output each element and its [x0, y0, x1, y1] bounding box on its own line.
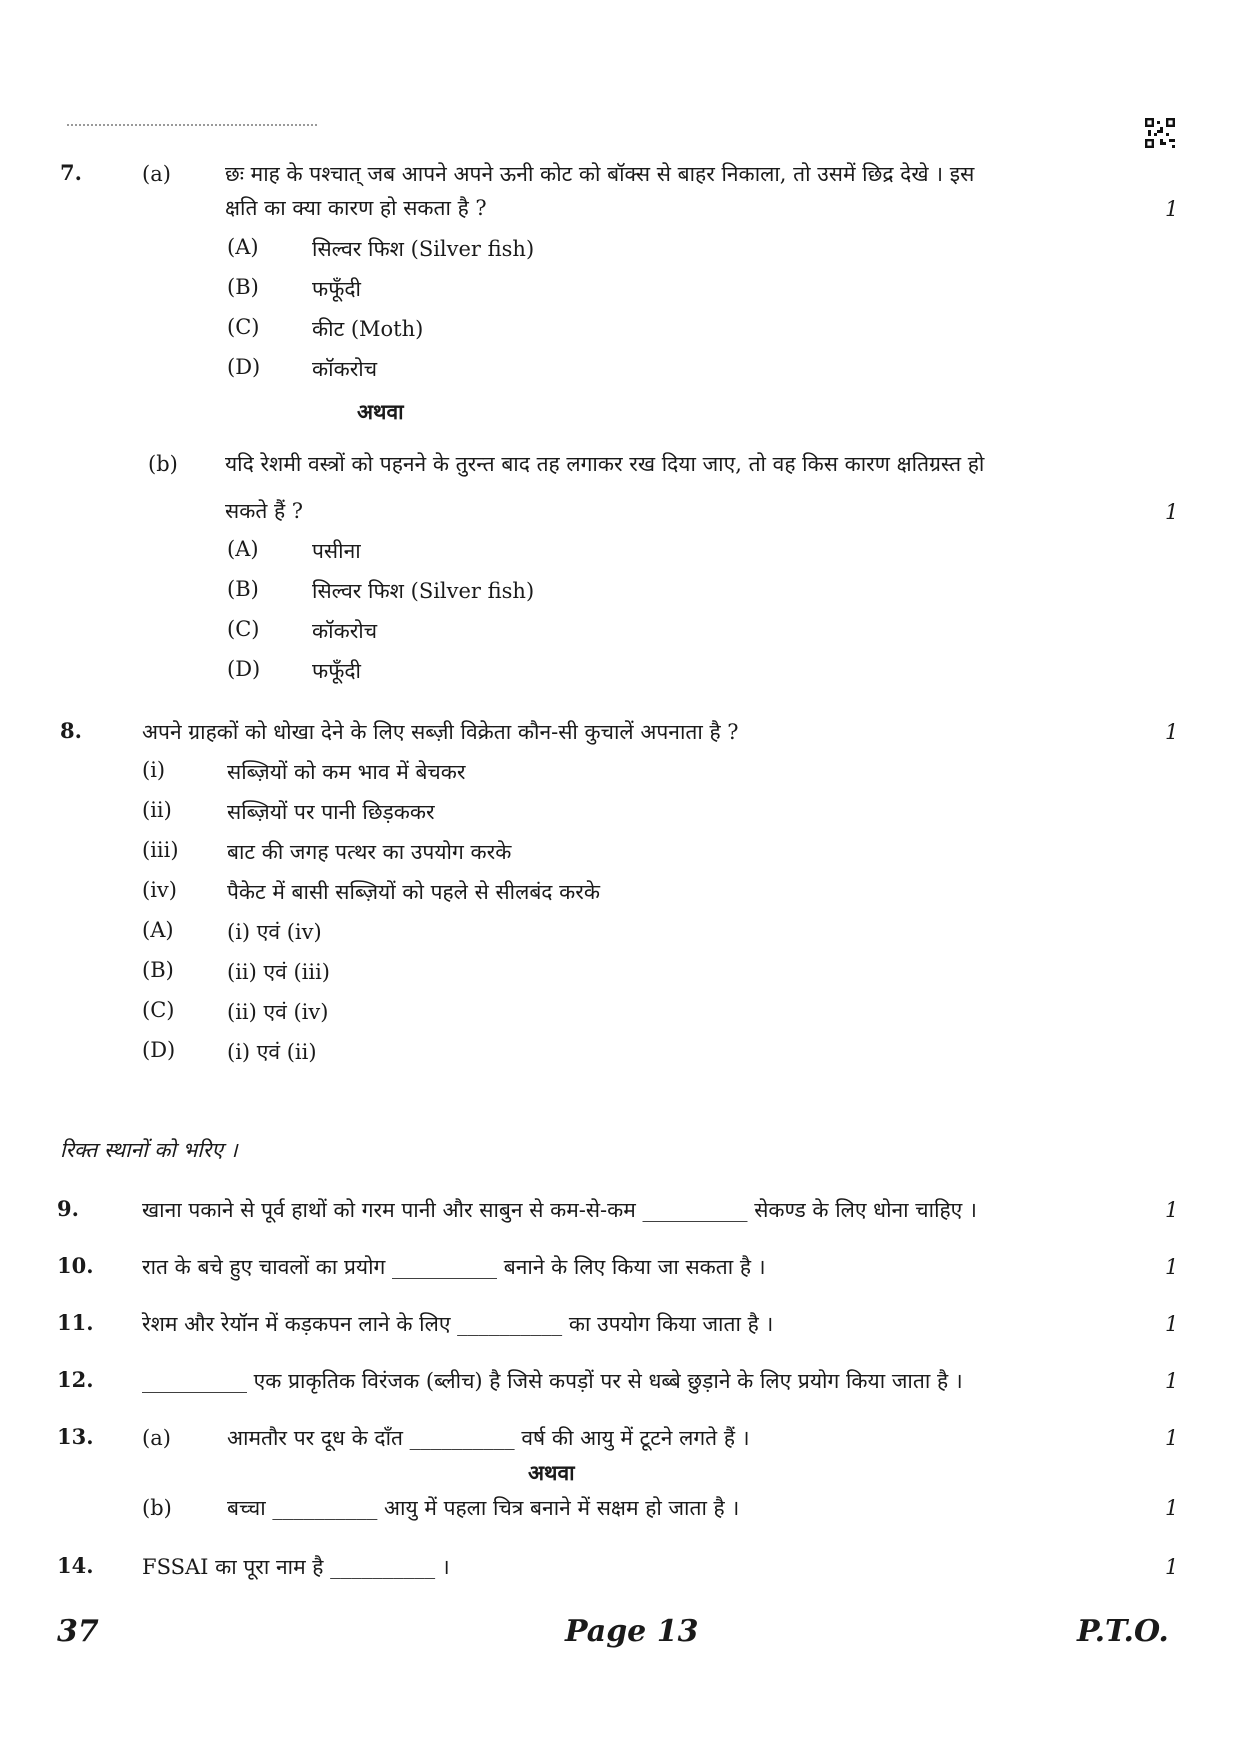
q7-or-separator: अथवा [357, 399, 404, 424]
q8-option-text: (i) एवं (ii) [227, 1040, 317, 1064]
q7a-option-label: (D) [227, 355, 261, 379]
q7a-text-line1: छः माह के पश्चात् जब आपने अपने ऊनी कोट को बॉक्स से बाहर निकाला, तो उसमें छिद्र देखे । इस [225, 162, 975, 186]
q8-statement-text: पैकेट में बासी सब्ज़ियों को पहले से सीलबंद करके [227, 880, 600, 904]
q13-number: 13. [57, 1424, 94, 1449]
q7a-option-text: कीट (Moth) [312, 317, 424, 341]
q8-statement-label: (iv) [142, 878, 177, 902]
footer-page-number: Page 13 [565, 1614, 699, 1649]
qr-code-icon [1145, 118, 1175, 148]
q8-mark: 1 [1165, 720, 1179, 744]
q8-statement-label: (ii) [142, 798, 172, 822]
q14-number: 14. [57, 1553, 94, 1578]
q13a-label: (a) [142, 1426, 171, 1450]
q7a-option-text: सिल्वर फिश (Silver fish) [312, 237, 535, 261]
q8-option-text: (ii) एवं (iii) [227, 960, 330, 984]
q13a-text: आमतौर पर दूध के दाँत __________ वर्ष की आयु में टूटने लगते हैं । [227, 1426, 750, 1450]
q8-text: अपने ग्राहकों को धोखा देने के लिए सब्ज़ी विक्रेता कौन-सी कुचालें अपनाता है ? [142, 720, 739, 744]
q7b-option-label: (D) [227, 657, 261, 681]
q7a-option-text: कॉकरोच [312, 357, 378, 381]
q8-option-label: (A) [142, 918, 174, 942]
q14-text: FSSAI का पूरा नाम है __________ । [142, 1555, 450, 1579]
q8-statement-text: सब्ज़ियों को कम भाव में बेचकर [227, 760, 466, 784]
q-mark: 1 [1165, 1369, 1179, 1393]
q7a-option-label: (B) [227, 275, 259, 299]
q13b-text: बच्चा __________ आयु में पहला चित्र बनाने में सक्षम हो जाता है । [227, 1496, 740, 1520]
q8-option-text: (ii) एवं (iv) [227, 1000, 329, 1024]
q13b-label: (b) [142, 1496, 172, 1520]
q7b-option-label: (B) [227, 577, 259, 601]
q8-option-text: (i) एवं (iv) [227, 920, 322, 944]
q8-number: 8. [60, 718, 82, 743]
footer-pto: P.T.O. [1077, 1614, 1169, 1649]
q7a-option-text: फफूँदी [312, 277, 361, 301]
q7b-mark: 1 [1165, 500, 1179, 524]
q-text: रेशम और रेयॉन में कड़कपन लाने के लिए __________ का उपयोग किया जाता है । [142, 1312, 774, 1336]
q7b-option-text: फफूँदी [312, 659, 361, 683]
q7b-text-line1: यदि रेशमी वस्त्रों को पहनने के तुरन्त बाद तह लगाकर रख दिया जाए, तो वह किस कारण क्षतिग्रस्त हो [225, 452, 985, 476]
q7a-option-label: (C) [227, 315, 260, 339]
q7b-text-line2: सकते हैं ? [225, 499, 304, 523]
q-number: 9. [57, 1196, 79, 1221]
q-mark: 1 [1165, 1198, 1179, 1222]
q7b-option-text: कॉकरोच [312, 619, 378, 643]
q8-statement-text: सब्ज़ियों पर पानी छिड़ककर [227, 800, 435, 824]
q7a-text-line2: क्षति का क्या कारण हो सकता है ? [225, 196, 487, 220]
q7b-option-label: (A) [227, 537, 259, 561]
q-number: 10. [57, 1253, 94, 1278]
q8-option-label: (D) [142, 1038, 176, 1062]
q13b-mark: 1 [1165, 1496, 1179, 1520]
q7b-option-label: (C) [227, 617, 260, 641]
q13-or-separator: अथवा [528, 1460, 575, 1485]
q7a-mark: 1 [1165, 197, 1179, 221]
q7a-label: (a) [142, 162, 171, 186]
q8-option-label: (B) [142, 958, 174, 982]
section-instruction: रिक्त स्थानों को भरिए । [60, 1138, 238, 1162]
q7b-option-text: पसीना [312, 539, 361, 563]
q7a-option-label: (A) [227, 235, 259, 259]
q-number: 12. [57, 1367, 94, 1392]
q8-statement-label: (i) [142, 758, 166, 782]
header-dotted-line [67, 124, 317, 126]
q7b-label: (b) [148, 452, 178, 476]
q8-statement-text: बाट की जगह पत्थर का उपयोग करके [227, 840, 512, 864]
q-mark: 1 [1165, 1255, 1179, 1279]
q7b-option-text: सिल्वर फिश (Silver fish) [312, 579, 535, 603]
q-text: रात के बचे हुए चावलों का प्रयोग __________ बनाने के लिए किया जा सकता है । [142, 1255, 766, 1279]
q8-statement-label: (iii) [142, 838, 179, 862]
q14-mark: 1 [1165, 1555, 1179, 1579]
footer-code: 37 [57, 1614, 99, 1649]
q-mark: 1 [1165, 1312, 1179, 1336]
q-text: __________ एक प्राकृतिक विरंजक (ब्लीच) है जिसे कपड़ों पर से धब्बे छुड़ाने के लिए प्रयोग किया जाता है । [142, 1369, 963, 1393]
q-text: खाना पकाने से पूर्व हाथों को गरम पानी और साबुन से कम-से-कम __________ सेकण्ड के लिए धोना चाहिए । [142, 1198, 977, 1222]
q13a-mark: 1 [1165, 1426, 1179, 1450]
q7-number: 7. [60, 160, 82, 185]
q-number: 11. [57, 1310, 94, 1335]
q8-option-label: (C) [142, 998, 175, 1022]
